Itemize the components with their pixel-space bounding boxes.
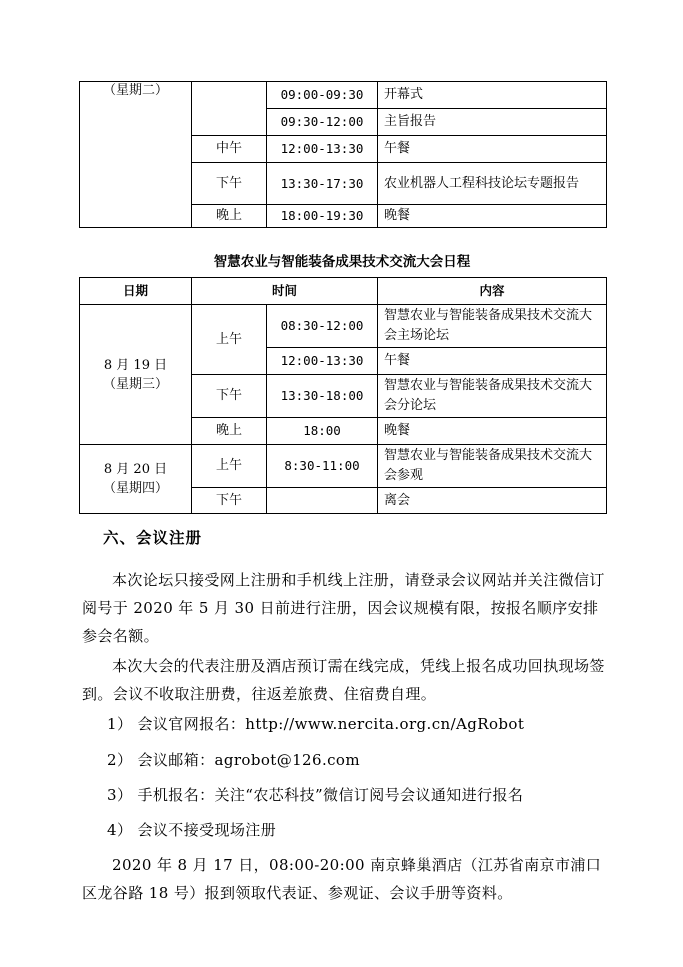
time-cell: 12:00-13:30 — [267, 136, 378, 163]
header-content: 内容 — [378, 278, 607, 305]
content-cell: 晚餐 — [378, 205, 607, 228]
time-cell: 18:00-19:30 — [267, 205, 378, 228]
day-label: （星期二） — [102, 83, 168, 98]
content-cell: 智慧农业与智能装备成果技术交流大会分论坛 — [378, 375, 607, 418]
day-date: 8 月 20 日 — [103, 462, 168, 477]
paragraph-checkin: 2020 年 8 月 17 日，08:00-20:00 南京蜂巢酒店（江苏省南京市浦口区龙谷路 18 号）报到领取代表证、参观证、会议手册等资料。 — [82, 856, 602, 902]
content-cell: 智慧农业与智能装备成果技术交流大会参观 — [378, 445, 607, 488]
time-cell: 09:00-09:30 — [267, 82, 378, 109]
content-cell: 主旨报告 — [378, 109, 607, 136]
day1-schedule-table-continued — [79, 81, 607, 228]
content-cell: 晚餐 — [378, 418, 607, 445]
period-cell: 上午 — [192, 445, 267, 488]
time-cell: 09:30-12:00 — [267, 109, 378, 136]
list-item-no-onsite: 4） 会议不接受现场注册 — [107, 821, 277, 839]
period-cell: 下午 — [192, 488, 267, 514]
list-item-email: 2） 会议邮箱：agrobot@126.com — [107, 751, 360, 769]
content-cell: 午餐 — [378, 136, 607, 163]
content-cell: 农业机器人工程科技论坛专题报告 — [378, 163, 607, 205]
period-cell: 下午 — [192, 375, 267, 418]
day-weekday: （星期四） — [102, 481, 168, 496]
conference-schedule-table — [79, 277, 607, 514]
day-cell — [80, 445, 192, 514]
content-cell: 智慧农业与智能装备成果技术交流大会主场论坛 — [378, 305, 607, 348]
day-date: 8 月 19 日 — [103, 357, 168, 373]
time-cell: 13:30-17:30 — [267, 163, 378, 205]
period-cell: 晚上 — [192, 418, 267, 445]
list-item-website: 1） 会议官网报名：http://www.nercita.org.cn/AgRobot — [107, 715, 525, 733]
header-date: 日期 — [80, 278, 192, 305]
paragraph-onsite: 本次大会的代表注册及酒店预订需在线完成，凭线上报名成功回执现场签到。会议不收取注册费，往返差旅费、住宿费自理。 — [82, 657, 605, 703]
period-cell: 晚上 — [192, 205, 267, 228]
time-cell — [267, 488, 378, 514]
paragraph-intro: 本次论坛只接受网上注册和手机线上注册，请登录会议网站并关注微信订阅号于 2020 年 5 月 30 日前进行注册，因会议规模有限，按报名顺序安排参会名额。 — [82, 571, 605, 645]
time-cell: 13:30-18:00 — [267, 375, 378, 418]
day-cell — [80, 305, 192, 445]
section-heading: 六、会议注册 — [103, 529, 203, 547]
content-cell: 开幕式 — [378, 82, 607, 109]
day-weekday: （星期三） — [102, 376, 168, 392]
time-cell: 18:00 — [267, 418, 378, 445]
list-item-mobile: 3） 手机报名：关注“农芯科技”微信订阅号会议通知进行报名 — [107, 786, 524, 804]
schedule-title: 智慧农业与智能装备成果技术交流大会日程 — [213, 254, 471, 270]
day-cell — [80, 82, 192, 228]
content-cell: 午餐 — [378, 348, 607, 375]
period-cell: 下午 — [192, 163, 267, 205]
period-cell: 上午 — [192, 305, 267, 375]
time-cell: 08:30-12:00 — [267, 305, 378, 348]
header-time: 时间 — [192, 278, 378, 305]
period-cell — [192, 82, 267, 136]
time-cell: 12:00-13:30 — [267, 348, 378, 375]
period-cell: 中午 — [192, 136, 267, 163]
content-cell: 离会 — [378, 488, 607, 514]
time-cell: 8:30-11:00 — [267, 445, 378, 488]
